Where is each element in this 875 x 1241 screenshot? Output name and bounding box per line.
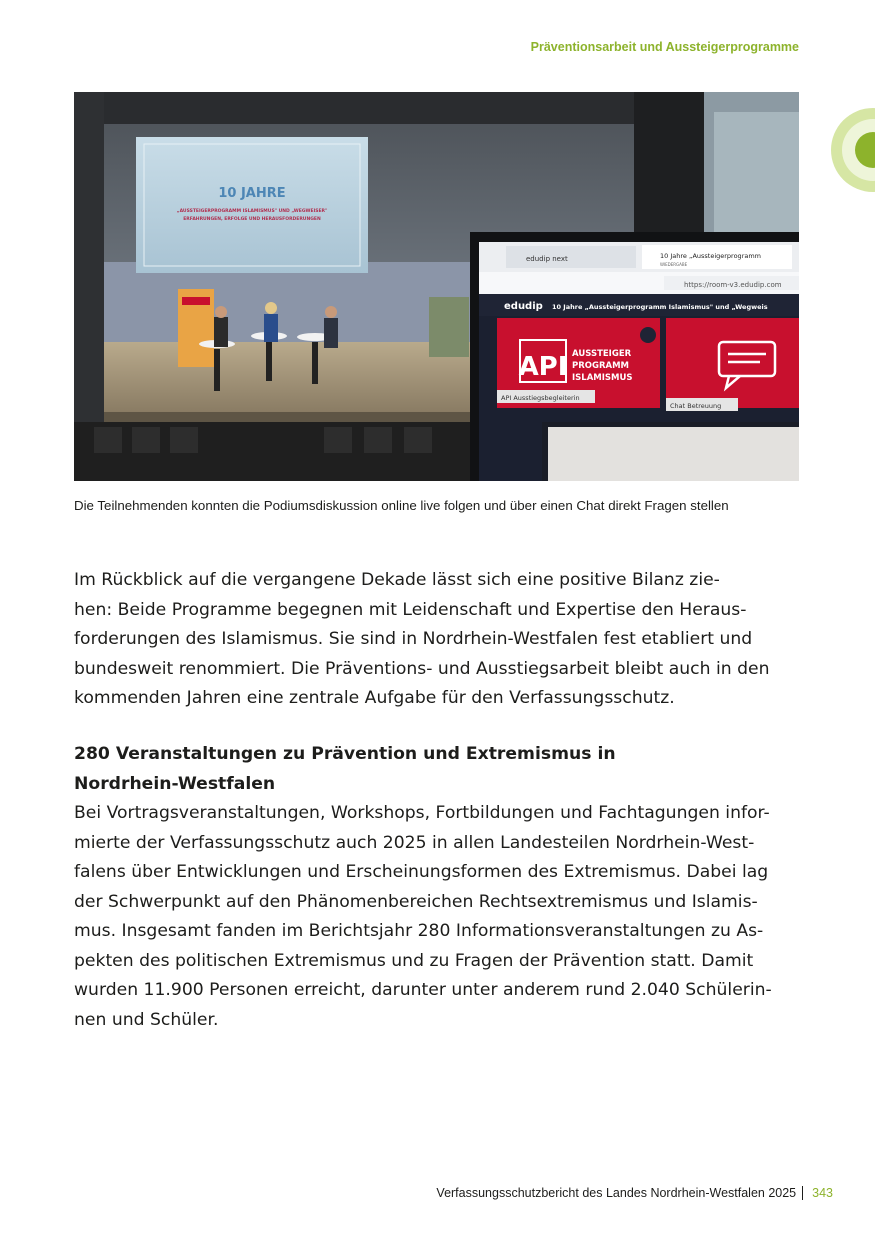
page-footer <box>436 1186 833 1200</box>
api-logo: API <box>518 352 568 382</box>
footer-publication: Verfassungsschutzbericht des Landes Nordrhein-Westfalen 2025 <box>436 1186 797 1200</box>
paragraph-line: mus. Insgesamt fanden im Berichtsjahr 280 Informationsveranstaltungen zu As- <box>74 921 764 941</box>
photo-caption: Die Teilnehmenden konnten die Podiumsdiskussion online live folgen und über einen Chat direkt Fragen stellen <box>74 498 729 513</box>
intro-paragraph <box>74 566 804 714</box>
api-text-2: PROGRAMM <box>572 361 630 371</box>
paragraph-line: bundesweit renommiert. Die Präventions- und Ausstiegsarbeit bleibt auch in den <box>74 658 770 679</box>
heading-line: 280 Veranstaltungen zu Prävention und Extremismus in <box>74 744 616 764</box>
screen-subtitle-1: „AUSSTEIGERPROGRAMM ISLAMISMUS" UND „WEGWEISER" <box>176 209 328 214</box>
event-photo <box>74 92 799 481</box>
heading-line: Nordrhein-Westfalen <box>74 773 276 794</box>
paragraph-line: Im Rückblick auf die vergangene Dekade lässt sich eine positive Bilanz zie- <box>74 570 720 590</box>
chapter-marker-icon <box>831 108 875 192</box>
running-header: Präventionsarbeit und Aussteigerprogramme <box>530 40 799 54</box>
paragraph-line: wurden 11.900 Personen erreicht, darunter unter anderem rund 2.040 Schülerin- <box>74 980 772 1000</box>
app-logo: edudip <box>504 301 543 312</box>
paragraph-line: der Schwerpunkt auf den Phänomenbereichen Rechtsextremismus und Islamis- <box>74 891 758 912</box>
browser-tab-1: edudip next <box>526 255 568 263</box>
paragraph-line: pekten des politischen Extremismus und zu Fragen der Prävention statt. Damit <box>74 950 754 971</box>
paragraph-line: falens über Entwicklungen und Erscheinungsformen des Extremismus. Dabei lag <box>74 862 769 882</box>
paragraph-line: mierte der Verfassungsschutz auch 2025 in allen Landesteilen Nordrhein-West- <box>74 832 755 853</box>
paragraph-line: forderungen des Islamismus. Sie sind in Nordrhein-Westfalen fest etabliert und <box>74 629 753 649</box>
browser-tab-2: 10 Jahre „Aussteigerprogramm <box>660 252 762 260</box>
app-title: 10 Jahre „Aussteigerprogramm Islamismus" und „Wegweis <box>552 303 768 311</box>
tile-label-1: API Ausstiegsbegleiterin <box>501 394 580 402</box>
api-text-1: AUSSTEIGER <box>572 349 632 359</box>
footer-separator <box>802 1186 803 1200</box>
section-heading <box>74 740 804 799</box>
paragraph-line: Bei Vortragsveranstaltungen, Workshops, Fortbildungen und Fachtagungen infor- <box>74 803 770 823</box>
events-paragraph <box>74 799 804 1035</box>
browser-url: https://room-v3.edudip.com <box>684 281 782 289</box>
api-text-3: ISLAMISMUS <box>572 373 633 383</box>
paragraph-line: hen: Beide Programme begegnen mit Leidenschaft und Expertise den Heraus- <box>74 599 747 620</box>
page-number: 343 <box>812 1186 833 1200</box>
screen-title: 10 JAHRE <box>218 186 286 201</box>
paragraph-line: nen und Schüler. <box>74 1009 219 1030</box>
browser-tab-2-sub: WIEDERGABE <box>660 262 688 267</box>
paragraph-line: kommenden Jahren eine zentrale Aufgabe für den Verfassungsschutz. <box>74 688 675 708</box>
screen-subtitle-2: ERFAHRUNGEN, ERFOLGE UND HERAUSFORDERUNGEN <box>183 217 321 222</box>
tile-label-2: Chat Betreuung <box>670 402 722 410</box>
